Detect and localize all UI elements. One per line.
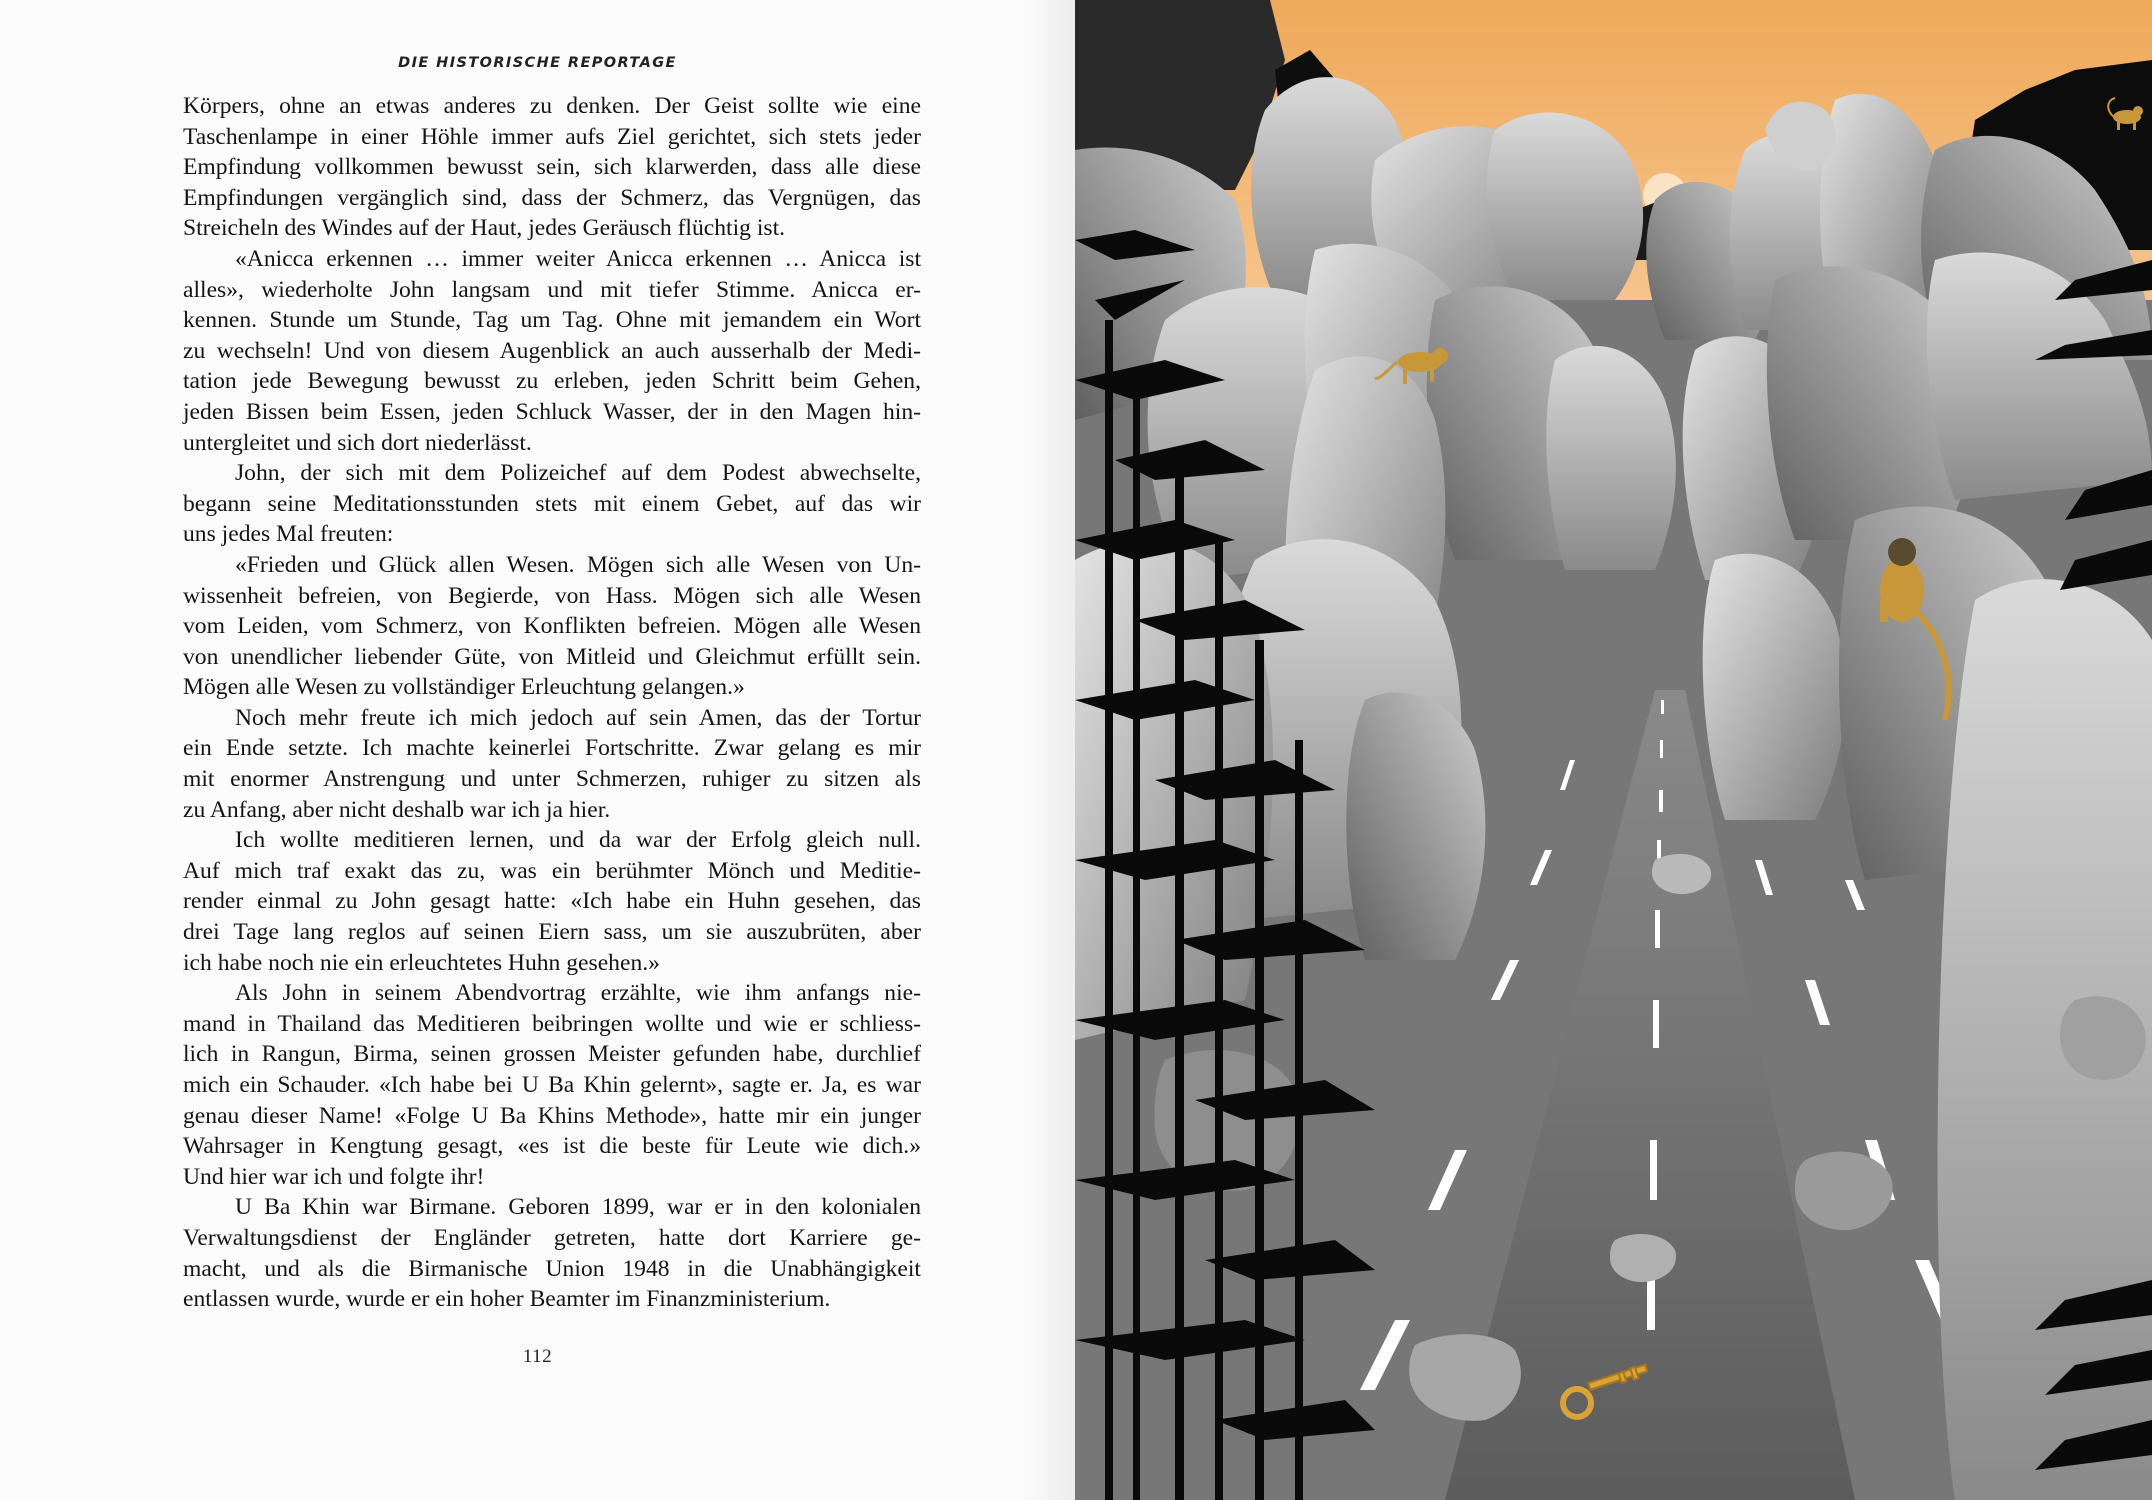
text-line: John, der sich mit dem Polizeichef auf dem Podest abwechselte, <box>235 460 921 487</box>
text-line: lich in Rangun, Birma, seinen grossen Meister gefunden habe, durchlief <box>183 1041 921 1068</box>
text-line: Verwaltungsdienst der Engländer getreten, hatte dort Karriere ge- <box>183 1224 921 1251</box>
text-line: genau dieser Name! «Folge U Ba Khins Methode», hatte mir ein junger <box>183 1102 921 1129</box>
rock <box>1346 692 1485 960</box>
text-line: Empfindungen vergänglich sind, dass der Schmerz, das Vergnügen, das <box>183 184 921 211</box>
text-line: Empfindung vollkommen bewusst sein, sich klarwerden, dass alle diese <box>183 154 921 181</box>
text-line: untergleitet und sich dort niederlässt. <box>183 429 532 456</box>
right-page <box>1075 0 2152 1500</box>
text-line: ich habe noch nie ein erleuchtetes Huhn gesehen.» <box>183 949 660 976</box>
text-line: Wahrsager in Kengtung gesagt, «es ist die beste für Leute wie dich.» <box>183 1133 921 1160</box>
paragraph <box>183 244 921 458</box>
text-line: Als John in seinem Abendvortrag erzählte, wie ihm anfangs nie- <box>235 980 921 1007</box>
gutter-shadow <box>1020 0 1075 1500</box>
running-head: DIE HISTORISCHE REPORTAGE <box>398 55 677 71</box>
text-line: Auf mich traf exakt das zu, was ein berühmter Mönch und Meditie- <box>183 857 921 884</box>
text-line: U Ba Khin war Birmane. Geboren 1899, war er in den kolonialen <box>235 1194 921 1221</box>
illustration <box>1075 0 2152 1500</box>
rock <box>1703 554 1846 820</box>
text-line: Streicheln des Windes auf der Haut, jedes Geräusch flüchtig ist. <box>183 215 786 242</box>
text-line: drei Tage lang reglos auf seinen Eiern sass, um sie auszubrüten, aber <box>183 919 921 946</box>
left-page <box>0 0 1075 1500</box>
text-line: render einmal zu John gesagt hatte: «Ich habe ein Huhn gesehen, das <box>183 888 921 915</box>
text-line: von unendlicher liebender Güte, von Mitleid und Gleichmut erfüllt sein. <box>183 643 921 670</box>
text-line: zu Anfang, aber nicht deshalb war ich ja hier. <box>183 796 611 823</box>
text-line: mit enormer Anstrengung und unter Schmerzen, ruhiger zu sitzen als <box>183 766 921 793</box>
paragraph <box>183 91 921 244</box>
text-line: kennen. Stunde um Stunde, Tag um Tag. Ohne mit jemandem ein Wort <box>183 307 921 334</box>
stone <box>1409 1334 1521 1420</box>
text-line: Und hier war ich und folgte ihr! <box>183 1163 485 1190</box>
paragraph <box>183 550 921 703</box>
text-line: Ich wollte meditieren lernen, und da war der Erfolg gleich null. <box>235 827 921 854</box>
text-line: Körpers, ohne an etwas anderes zu denken. Der Geist sollte wie eine <box>183 93 921 119</box>
text-line: tation jede Bewegung bewusst zu erleben, jeden Schritt beim Gehen, <box>183 368 921 395</box>
body-text <box>183 91 921 1315</box>
text-line: jeden Bissen beim Essen, jeden Schluck Wasser, der in den Magen hin- <box>183 398 921 425</box>
text-line: macht, und als die Birmanische Union 1948 in die Unabhängigkeit <box>183 1255 921 1282</box>
stone <box>1795 1152 1893 1231</box>
text-line: Taschenlampe in einer Höhle immer aufs Ziel gerichtet, sich stets jeder <box>183 123 921 150</box>
text-line: zu wechseln! Und von diesem Augenblick an auch ausserhalb der Medi- <box>183 337 921 364</box>
paragraph <box>183 825 921 978</box>
rock <box>1546 346 1676 570</box>
text-line: begann seine Meditationsstunden stets mit einem Gebet, auf das wir <box>183 490 921 517</box>
paragraph <box>183 1192 921 1314</box>
paragraph <box>183 978 921 1192</box>
page-number: 112 <box>522 1346 553 1367</box>
text-line: alles», wiederholte John langsam und mit tiefer Stimme. Anicca er- <box>183 276 921 303</box>
text-line: «Frieden und Glück allen Wesen. Mögen sich alle Wesen von Un- <box>235 551 921 578</box>
text-line: mich ein Schauder. «Ich habe bei U Ba Khin gelernt», sagte er. Ja, es war <box>183 1072 921 1098</box>
text-line: vom Leiden, vom Schmerz, von Konflikten befreien. Mögen alle Wesen <box>183 613 921 640</box>
text-line: Mögen alle Wesen zu vollständiger Erleuchtung gelangen.» <box>183 674 745 701</box>
paragraph <box>183 703 921 825</box>
text-line: mand in Thailand das Meditieren beibringen wollte und wie er schliess- <box>183 1010 921 1037</box>
text-line: ein Ende setzte. Ich machte keinerlei Fortschritte. Zwar gelang es mir <box>183 735 921 762</box>
text-line: entlassen wurde, wurde er ein hoher Beamter im Finanzministerium. <box>183 1286 831 1313</box>
paragraph <box>183 458 921 550</box>
text-line: «Anicca erkennen … immer weiter Anicca erkennen … Anicca ist <box>235 245 921 272</box>
text-line: uns jedes Mal freuten: <box>183 521 394 548</box>
text-line: Noch mehr freute ich mich jedoch auf sein Amen, das der Tortur <box>235 704 921 731</box>
text-line: wissenheit befreien, von Begierde, von Hass. Mögen sich alle Wesen <box>183 582 921 609</box>
